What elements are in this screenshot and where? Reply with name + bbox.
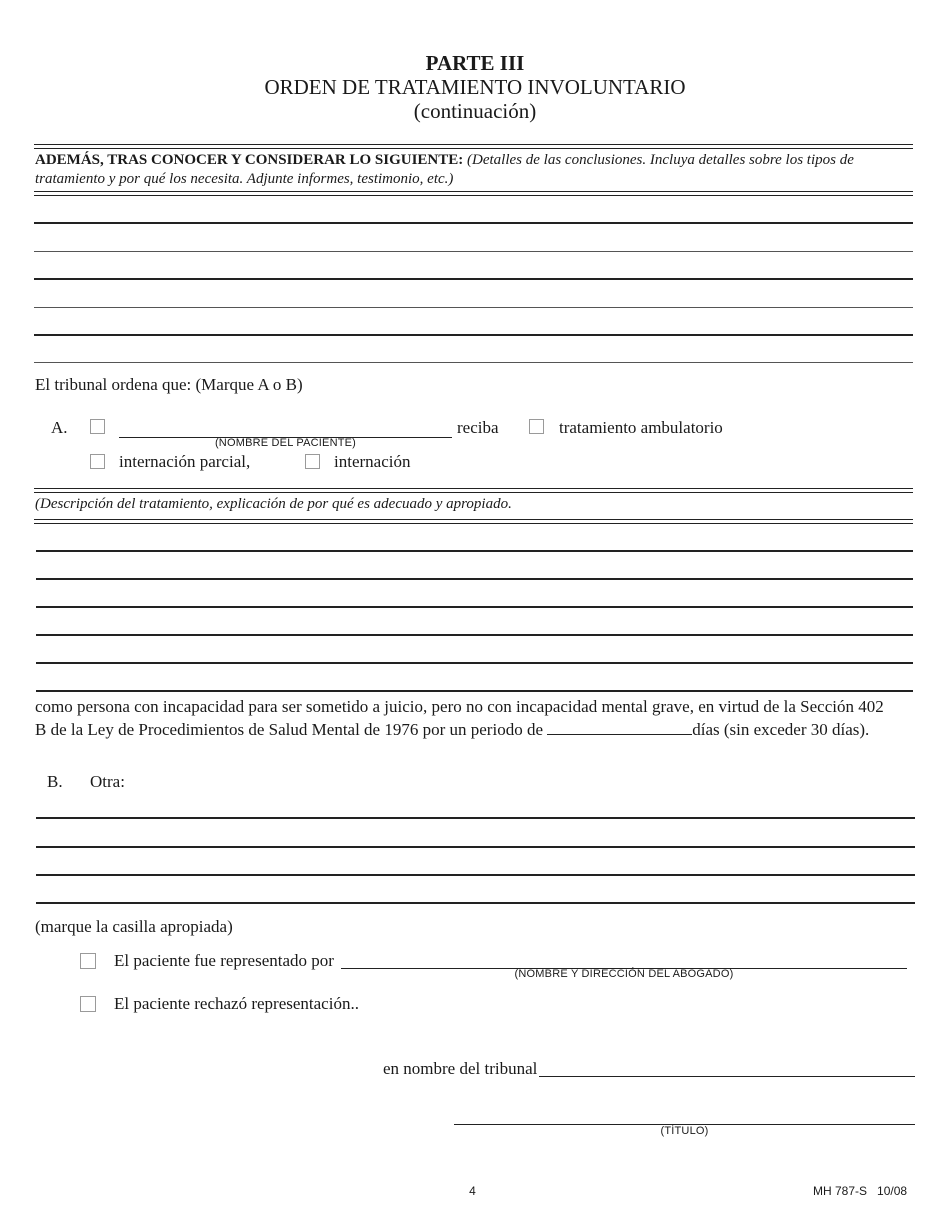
title-caption: (TÍTULO) xyxy=(660,1125,709,1137)
receives-label: reciba xyxy=(457,418,499,437)
findings-label-bold: ADEMÁS, TRAS CONOCER Y CONSIDERAR LO SIGUIENTE: xyxy=(35,152,464,168)
findings-label xyxy=(35,151,905,189)
description-bottom-rule xyxy=(34,519,913,524)
form-subtitle: ORDEN DE TRATAMIENTO INVOLUNTARIO xyxy=(264,75,686,99)
option-b-letter: B. xyxy=(47,772,63,791)
description-line-2[interactable] xyxy=(36,578,913,580)
order-intro: El tribunal ordena que: (Marque A o B) xyxy=(35,375,303,394)
statute-text-pre: B de la Ley de Procedimientos de Salud Mental de 1976 por un periodo de xyxy=(35,720,543,739)
patient-name-caption: (NOMBRE DEL PACIENTE) xyxy=(214,437,357,449)
page-title: PARTE III xyxy=(425,51,525,75)
partial-hospitalization-label: internación parcial, xyxy=(119,452,251,471)
option-a-checkbox[interactable] xyxy=(90,419,105,434)
representation-instruction: (marque la casilla apropiada) xyxy=(35,917,233,936)
attorney-caption: (NOMBRE Y DIRECCIÓN DEL ABOGADO) xyxy=(514,968,734,980)
findings-top-rule xyxy=(34,144,913,149)
partial-hospitalization-checkbox[interactable] xyxy=(90,454,105,469)
represented-checkbox[interactable] xyxy=(80,953,96,969)
represented-label: El paciente fue representado por xyxy=(114,951,334,970)
signature-field[interactable] xyxy=(539,1076,915,1077)
other-line-4[interactable] xyxy=(36,902,915,904)
description-line-6[interactable] xyxy=(36,690,913,692)
description-line-5[interactable] xyxy=(36,662,913,664)
findings-line-3[interactable] xyxy=(34,278,913,280)
findings-line-1[interactable] xyxy=(34,222,913,224)
inpatient-checkbox[interactable] xyxy=(305,454,320,469)
description-line-4[interactable] xyxy=(36,634,913,636)
on-behalf-label: en nombre del tribunal xyxy=(383,1059,538,1078)
findings-bottom-rule xyxy=(34,191,913,196)
outpatient-checkbox[interactable] xyxy=(529,419,544,434)
statute-text-line-1: como persona con incapacidad para ser sometido a juicio, pero no con incapacidad mental grave, en virtud de la Sección 402 xyxy=(35,697,884,716)
findings-line-6[interactable] xyxy=(34,362,913,363)
refused-checkbox[interactable] xyxy=(80,996,96,1012)
description-top-rule xyxy=(34,488,913,493)
statute-text-post: días (sin exceder 30 días). xyxy=(692,720,870,739)
findings-line-5[interactable] xyxy=(34,334,913,336)
other-line-3[interactable] xyxy=(36,874,915,876)
findings-line-2[interactable] xyxy=(34,251,913,252)
findings-label-italic: (Detalles de las conclusiones. Incluya detalles sobre los tipos de tratamiento y por qué los necesita. Adjunte informes, testimonio, etc.) xyxy=(35,152,854,187)
other-line-2[interactable] xyxy=(36,846,915,848)
page-number: 4 xyxy=(469,1184,476,1198)
continuation-label: (continuación) xyxy=(413,99,537,123)
days-field[interactable] xyxy=(547,719,692,735)
description-label: (Descripción del tratamiento, explicación de por qué es adecuado y apropiado. xyxy=(35,496,512,512)
option-a-letter: A. xyxy=(51,418,68,437)
inpatient-label: internación xyxy=(334,452,411,471)
findings-line-4[interactable] xyxy=(34,307,913,308)
statute-text-line-2 xyxy=(35,719,869,740)
outpatient-label: tratamiento ambulatorio xyxy=(559,418,723,437)
refused-label: El paciente rechazó representación.. xyxy=(114,994,359,1013)
description-line-3[interactable] xyxy=(36,606,913,608)
form-id: MH 787-S 10/08 xyxy=(813,1184,908,1198)
option-b-other-label: Otra: xyxy=(90,772,125,791)
description-line-1[interactable] xyxy=(36,550,913,552)
other-line-1[interactable] xyxy=(36,817,915,819)
